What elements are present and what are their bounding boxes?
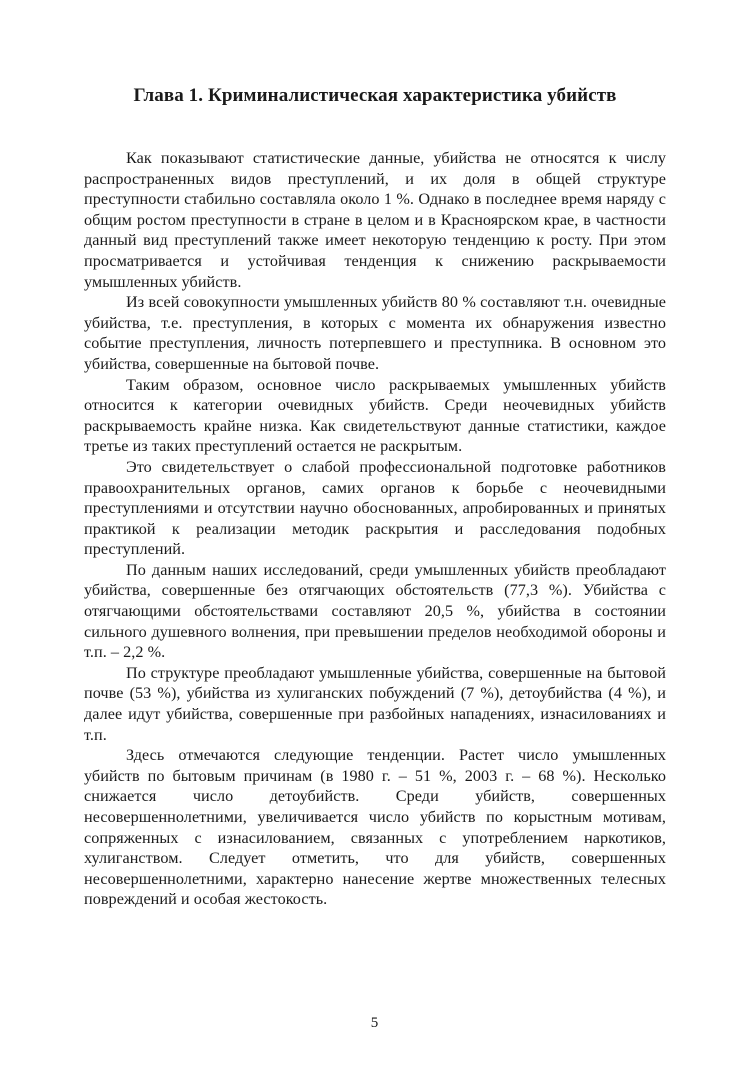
paragraph-3: Таким образом, основное число раскрываемых умышленных убийств относится к категории очевидных убийств. Среди неочевидных убийств раскрываемость крайне низка. Как свидетельствуют данные статистики, каждое третье из таких преступлений остается не раскрытым. [84, 375, 666, 456]
chapter-title: Глава 1. Криминалистическая характеристика убийств [133, 85, 617, 106]
paragraph-1: Как показывают статистические данные, убийства не относятся к числу распространенных видов преступлений, и их доля в общей структуре преступности стабильно составляла около 1 %. Однако в последнее время наряду с общим ростом преступности в стране в целом и в Красноярском крае, в частности данный вид преступлений также имеет некоторую тенденцию к росту. При этом просматривается и устойчивая тенденция к снижению раскрываемости умышленных убийств. [84, 149, 666, 291]
page-number: 5 [370, 1015, 379, 1031]
body-text [84, 148, 666, 910]
paragraph-4: Это свидетельствует о слабой профессиональной подготовке работников правоохранительных органов, самих органов к борьбе с неочевидными преступлениями и отсутствии научно обоснованных, апробированных и принятых практикой к реализации методик раскрытия и расследования подобных преступлений. [84, 457, 666, 559]
paragraph-7: Здесь отмечаются следующие тенденции. Растет число умышленных убийств по бытовым причинам (в 1980 г. – 51 %, 2003 г. – 68 %). Несколько снижается число детоубийств. Среди убийств, совершенных несовершеннолетними, увеличивается число убийств по корыстным мотивам, сопряженных с изнасилованием, связанных с употреблением наркотиков, хулиганством. Следует отметить, что для убийств, совершенных несовершеннолетними, характерно нанесение жертве множественных телесных повреждений и особая жестокость. [84, 746, 666, 909]
paragraph-2: Из всей совокупности умышленных убийств 80 % составляют т.н. очевидные убийства, т.е. преступления, в которых с момента их обнаружения известно событие преступления, личность потерпевшего и преступника. В основном это убийства, совершенные на бытовой почве. [84, 293, 666, 373]
paragraph-6: По структуре преобладают умышленные убийства, совершенные на бытовой почве (53 %), убийства из хулиганских побуждений (7 %), детоубийства (4 %), и далее идут убийства, совершенные при разбойных нападениях, изнасилованиях и т.п. [84, 663, 666, 744]
paragraph-5: По данным наших исследований, среди умышленных убийств преобладают убийства, совершенные без отягчающих обстоятельств (77,3 %). Убийства с отягчающими обстоятельствами составляют 20,5 %, убийства в состоянии сильного душевного волнения, при превышении пределов необходимой обороны и т.п. – 2,2 %. [84, 560, 666, 662]
